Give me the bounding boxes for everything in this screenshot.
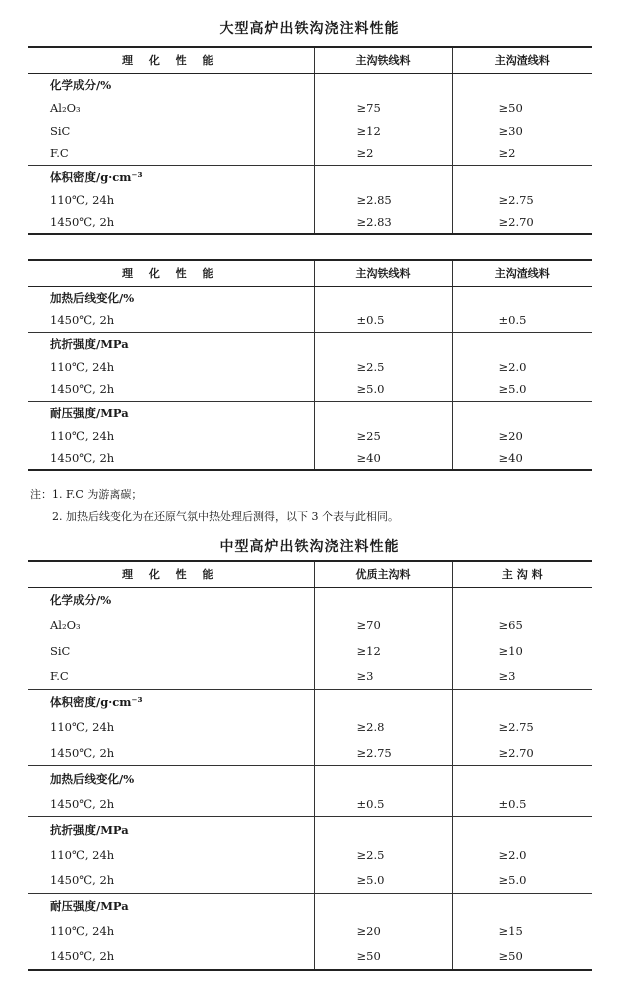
- table-row: [28, 188, 592, 211]
- value-col2: ≥2.75: [314, 740, 452, 766]
- category-row: [28, 165, 592, 188]
- property-label: Al₂O₃: [50, 618, 81, 633]
- property-label: 110℃, 24h: [50, 428, 115, 443]
- table3-header-row: [28, 561, 592, 587]
- value-col3: [452, 165, 592, 188]
- table-row: [28, 944, 592, 970]
- value-col2: ≥12: [314, 119, 452, 142]
- property-label: 1450℃, 2h: [50, 745, 115, 760]
- value-col2: [314, 286, 452, 309]
- header-col3: 主沟渣线料: [452, 260, 592, 286]
- property-label: 110℃, 24h: [50, 192, 115, 207]
- value-col2: ≥70: [314, 613, 452, 639]
- value-col2: ≥50: [314, 944, 452, 970]
- value-col2: [314, 165, 452, 188]
- property-label: F.C: [50, 669, 69, 683]
- value-col2: ±0.5: [314, 791, 452, 817]
- property-label: F.C: [50, 146, 69, 161]
- value-col3: ±0.5: [452, 791, 592, 817]
- value-col2: ≥5.0: [314, 378, 452, 401]
- category-row: [28, 73, 592, 96]
- property-label: 耐压强度/MPa: [28, 893, 314, 919]
- table-row: [28, 447, 592, 470]
- table-row: [28, 309, 592, 332]
- property-label: 体积密度/g·cm⁻³: [28, 165, 314, 188]
- header-property: 理 化 性 能: [28, 47, 314, 73]
- value-col3: ≥40: [452, 447, 592, 470]
- footnote-1: 注：1. F.C 为游离碳；: [30, 488, 143, 501]
- value-col3: ≥2.0: [452, 355, 592, 378]
- property-label: 1450℃, 2h: [50, 313, 115, 328]
- value-col3: ≥3: [452, 664, 592, 690]
- value-col3: ≥5.0: [452, 378, 592, 401]
- value-col2: ≥2: [314, 142, 452, 165]
- value-col3: [452, 401, 592, 424]
- table1-title: 大型高炉出铁沟浇注料性能: [219, 21, 400, 37]
- table1-header-row: [28, 47, 592, 73]
- table3-medium-furnace: [28, 560, 592, 971]
- value-col3: [452, 286, 592, 309]
- table1-large-furnace: [28, 46, 592, 235]
- value-col3: [452, 817, 592, 843]
- category-row: [28, 817, 592, 843]
- table-row: [28, 96, 592, 119]
- header-col2: 优质主沟料: [314, 561, 452, 587]
- category-row: [28, 893, 592, 919]
- value-col2: ≥25: [314, 424, 452, 447]
- table-row: [28, 355, 592, 378]
- table-row: [28, 119, 592, 142]
- value-col3: [452, 893, 592, 919]
- table-row: [28, 424, 592, 447]
- value-col2: [314, 817, 452, 843]
- value-col2: ≥40: [314, 447, 452, 470]
- table-row: [28, 638, 592, 664]
- table-row: [28, 211, 592, 234]
- value-col3: ≥50: [452, 944, 592, 970]
- value-col3: ≥10: [452, 638, 592, 664]
- property-label: 抗折强度/MPa: [28, 817, 314, 843]
- property-label: Al₂O₃: [50, 100, 81, 115]
- value-col3: ±0.5: [452, 309, 592, 332]
- category-row: [28, 689, 592, 715]
- property-label: 1450℃, 2h: [50, 796, 115, 811]
- header-property: 理 化 性 能: [28, 260, 314, 286]
- value-col2: [314, 689, 452, 715]
- value-col2: ≥12: [314, 638, 452, 664]
- table-row: [28, 791, 592, 817]
- value-col3: ≥30: [452, 119, 592, 142]
- category-row: [28, 401, 592, 424]
- table-row: [28, 740, 592, 766]
- value-col2: [314, 73, 452, 96]
- value-col3: [452, 332, 592, 355]
- property-label: 化学成分/%: [50, 77, 112, 92]
- value-col3: ≥2.70: [452, 740, 592, 766]
- value-col2: ≥2.8: [314, 715, 452, 741]
- value-col3: ≥2: [452, 142, 592, 165]
- value-col3: ≥20: [452, 424, 592, 447]
- value-col2: ≥5.0: [314, 868, 452, 894]
- value-col3: ≥2.70: [452, 211, 592, 234]
- value-col3: ≥15: [452, 919, 592, 945]
- table-row: [28, 378, 592, 401]
- property-label: 体积密度/g·cm⁻³: [28, 689, 314, 715]
- value-col3: [452, 689, 592, 715]
- value-col2: ≥3: [314, 664, 452, 690]
- property-label: 110℃, 24h: [50, 720, 115, 735]
- table-row: [28, 868, 592, 894]
- value-col3: [452, 587, 592, 613]
- value-col2: [314, 893, 452, 919]
- table-row: [28, 142, 592, 165]
- header-col2: 主沟铁线料: [314, 47, 452, 73]
- table-row: [28, 715, 592, 741]
- value-col3: ≥2.75: [452, 715, 592, 741]
- property-label: 1450℃, 2h: [28, 211, 314, 234]
- value-col2: ≥75: [314, 96, 452, 119]
- property-label: 耐压强度/MPa: [28, 401, 314, 424]
- table2-header-row: [28, 260, 592, 286]
- property-label: SiC: [50, 123, 71, 138]
- footnotes: [30, 484, 610, 528]
- header-property: 理 化 性 能: [28, 561, 314, 587]
- property-label: 1450℃, 2h: [50, 382, 115, 397]
- table-row: [28, 842, 592, 868]
- value-col2: [314, 332, 452, 355]
- property-label: 抗折强度/MPa: [28, 332, 314, 355]
- property-label: 1450℃, 2h: [28, 944, 314, 970]
- table-row: [28, 664, 592, 690]
- value-col2: ±0.5: [314, 309, 452, 332]
- header-col2: 主沟铁线料: [314, 260, 452, 286]
- value-col3: ≥50: [452, 96, 592, 119]
- value-col3: ≥65: [452, 613, 592, 639]
- property-label: 1450℃, 2h: [28, 447, 314, 470]
- category-row: [28, 332, 592, 355]
- value-col3: [452, 73, 592, 96]
- value-col2: [314, 587, 452, 613]
- property-label: 110℃, 24h: [50, 359, 115, 374]
- value-col2: [314, 766, 452, 792]
- category-row: [28, 286, 592, 309]
- footnote-2: 2. 加热后线变化为在还原气氛中热处理后测得，以下 3 个表与此相同。: [30, 510, 399, 523]
- property-label: 加热后线变化/%: [28, 766, 314, 792]
- property-label: 110℃, 24h: [50, 924, 115, 939]
- property-label: SiC: [50, 643, 71, 658]
- value-col2: ≥2.5: [314, 842, 452, 868]
- header-col3: 主 沟 料: [452, 561, 592, 587]
- header-col3: 主沟渣线料: [452, 47, 592, 73]
- value-col2: ≥2.85: [314, 188, 452, 211]
- value-col2: ≥20: [314, 919, 452, 945]
- property-label: 加热后线变化/%: [50, 290, 135, 305]
- table3-title: 中型高炉出铁沟浇注料性能: [219, 539, 400, 555]
- table-row: [28, 613, 592, 639]
- property-label: 1450℃, 2h: [50, 873, 115, 887]
- value-col2: [314, 401, 452, 424]
- value-col3: ≥2.0: [452, 842, 592, 868]
- property-label: 化学成分/%: [50, 593, 112, 607]
- category-row: [28, 587, 592, 613]
- value-col3: [452, 766, 592, 792]
- table2-large-furnace-cont: [28, 259, 592, 471]
- value-col2: ≥2.5: [314, 355, 452, 378]
- table-row: [28, 919, 592, 945]
- value-col3: ≥2.75: [452, 188, 592, 211]
- value-col2: ≥2.83: [314, 211, 452, 234]
- value-col3: ≥5.0: [452, 868, 592, 894]
- property-label: 110℃, 24h: [50, 847, 115, 862]
- category-row: [28, 766, 592, 792]
